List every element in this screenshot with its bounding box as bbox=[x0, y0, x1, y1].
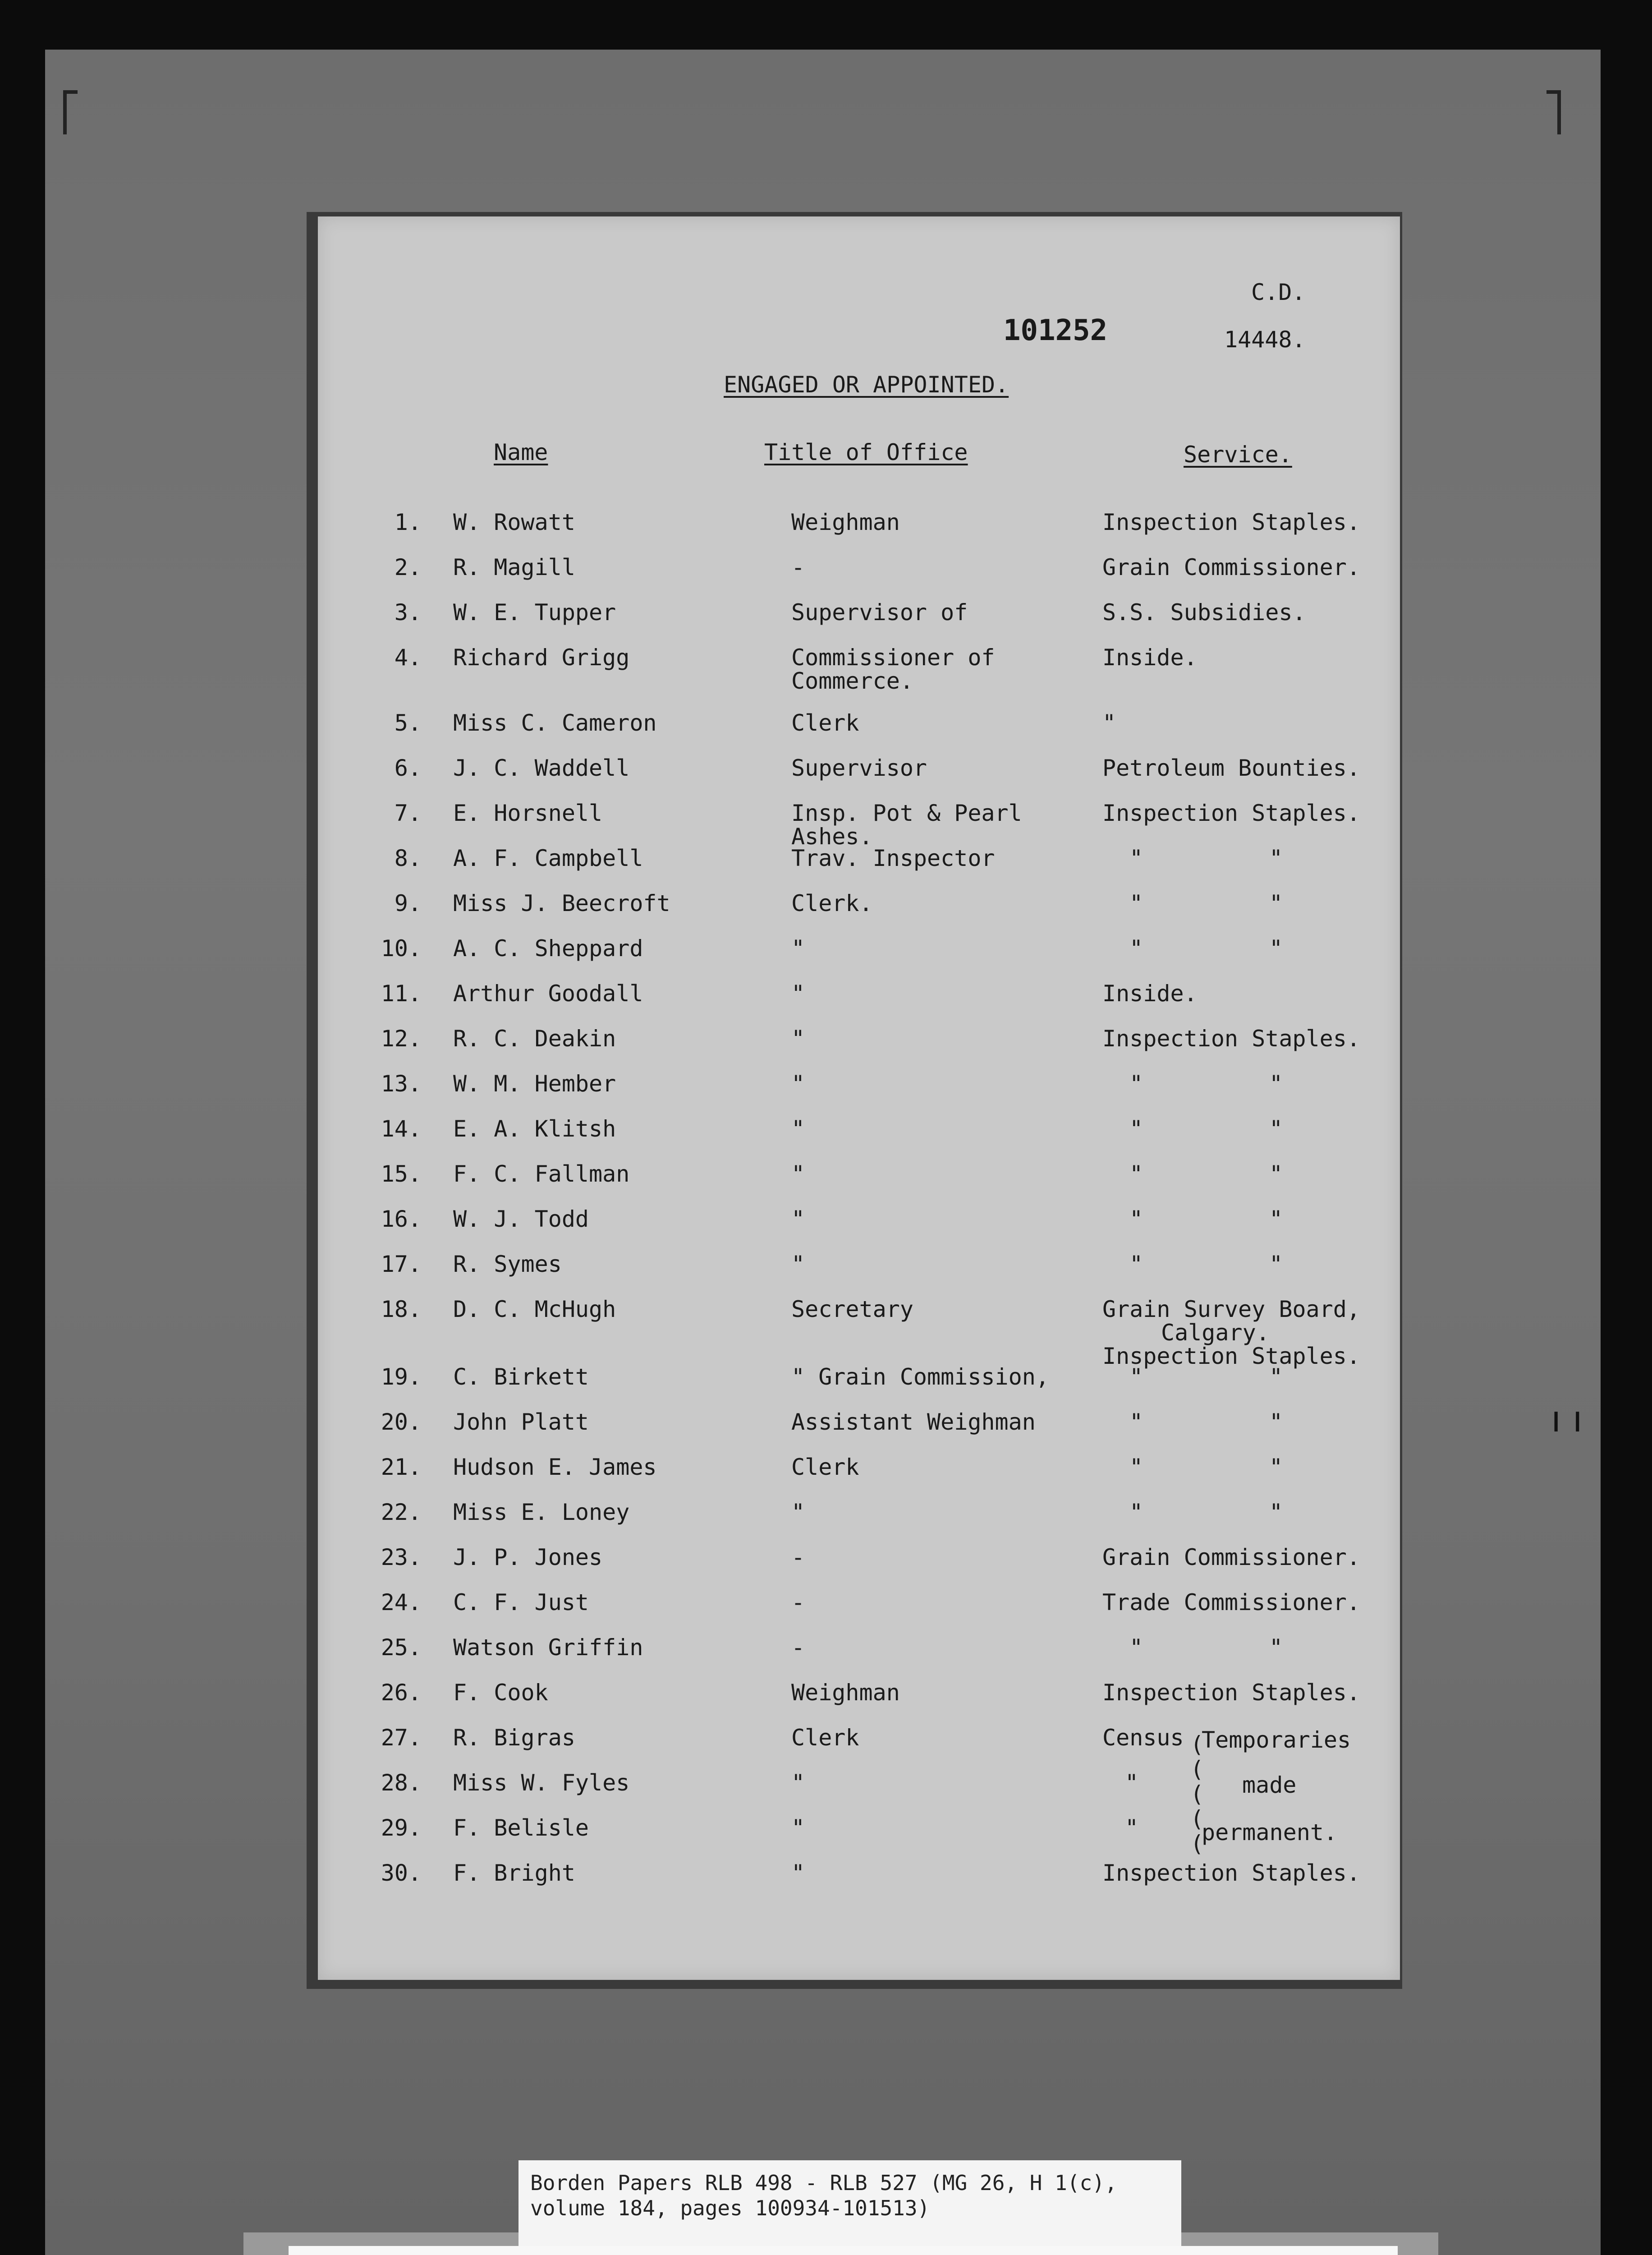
entry-service-ditto: " bbox=[1269, 1116, 1283, 1142]
entry-row bbox=[318, 1500, 1400, 1545]
entry-service: Inspection Staples. bbox=[1102, 509, 1360, 535]
brace-note-line: made bbox=[1242, 1772, 1297, 1798]
entry-service-ditto: " bbox=[1269, 1206, 1283, 1232]
entry-number: 1. bbox=[394, 509, 422, 535]
entry-name: R. Symes bbox=[453, 1251, 562, 1277]
entry-service-ditto: " bbox=[1129, 845, 1143, 871]
entry-service-ditto: " bbox=[1269, 1634, 1283, 1661]
entry-name: Hudson E. James bbox=[453, 1454, 657, 1480]
entry-service-ditto: " bbox=[1269, 845, 1283, 871]
entry-number: 19. bbox=[381, 1364, 422, 1390]
entry-name: W. E. Tupper bbox=[453, 599, 616, 626]
entry-service-ditto: " bbox=[1129, 1161, 1143, 1187]
entry-name: Miss C. Cameron bbox=[453, 710, 657, 736]
entry-name: R. Magill bbox=[453, 554, 575, 580]
entry-service-ditto: " bbox=[1269, 1364, 1283, 1390]
entry-row bbox=[318, 800, 1400, 850]
entry-service: Inside. bbox=[1102, 980, 1198, 1007]
reference-label bbox=[519, 2160, 1181, 2250]
entry-service-ditto: " bbox=[1129, 1454, 1143, 1480]
entry-name: A. F. Campbell bbox=[453, 845, 643, 871]
entry-row bbox=[318, 510, 1400, 555]
entry-row bbox=[318, 846, 1400, 891]
entry-service: S.S. Subsidies. bbox=[1102, 599, 1306, 626]
entry-name: E. Horsnell bbox=[453, 800, 603, 826]
brace-glyph: ( bbox=[1190, 1731, 1204, 1758]
entry-service-ditto: " bbox=[1269, 935, 1283, 962]
entry-name: F. Cook bbox=[453, 1680, 548, 1706]
brace-note-line: Temporaries bbox=[1202, 1727, 1351, 1753]
entry-name: Richard Grigg bbox=[453, 644, 630, 671]
brace-note-line: permanent. bbox=[1202, 1819, 1338, 1845]
entry-service: Inside. bbox=[1102, 644, 1198, 671]
entry-row bbox=[318, 1545, 1400, 1590]
entry-name: F. Belisle bbox=[453, 1815, 589, 1841]
entry-service-ditto: " bbox=[1269, 1454, 1283, 1480]
entry-number: 2. bbox=[394, 554, 422, 580]
entry-row bbox=[318, 1116, 1400, 1161]
entry-title-cont: Commerce. bbox=[791, 668, 913, 694]
entry-service: Inspection Staples. bbox=[1102, 1860, 1360, 1886]
entry-service-ditto: " bbox=[1269, 1071, 1283, 1097]
entry-name: Watson Griffin bbox=[453, 1634, 643, 1661]
entry-row bbox=[318, 1296, 1400, 1369]
entry-title: " bbox=[791, 1251, 805, 1277]
entry-number: 12. bbox=[381, 1026, 422, 1052]
entry-name: C. F. Just bbox=[453, 1589, 589, 1615]
reference-label-line: Borden Papers RLB 498 - RLB 527 (MG 26, H 1(c), bbox=[530, 2171, 1117, 2195]
entry-row bbox=[318, 644, 1400, 694]
column-header-title: Title of Office bbox=[764, 439, 968, 465]
entry-row bbox=[318, 600, 1400, 645]
entry-row bbox=[318, 755, 1400, 801]
entry-number: 27. bbox=[381, 1725, 422, 1751]
entry-service-ditto: " bbox=[1129, 1634, 1143, 1661]
entry-row bbox=[318, 1071, 1400, 1116]
entry-row bbox=[318, 1770, 1400, 1815]
entry-row bbox=[318, 1680, 1400, 1725]
entry-name: J. P. Jones bbox=[453, 1544, 603, 1570]
entry-title: Assistant Weighman bbox=[791, 1409, 1036, 1435]
entry-title: - bbox=[791, 1589, 805, 1615]
entry-row bbox=[318, 1409, 1400, 1454]
entry-service-ditto: " bbox=[1129, 1364, 1143, 1390]
entry-service: Inspection Staples. bbox=[1102, 1026, 1360, 1052]
entry-title: - bbox=[791, 1634, 805, 1661]
entry-name: John Platt bbox=[453, 1409, 589, 1435]
entry-service-ditto: " bbox=[1129, 890, 1143, 916]
entry-row bbox=[318, 1026, 1400, 1071]
entry-service: Inspection Staples. bbox=[1102, 1680, 1360, 1706]
entry-row bbox=[318, 1161, 1400, 1206]
entry-name: A. C. Sheppard bbox=[453, 935, 643, 962]
entry-title: " bbox=[791, 1116, 805, 1142]
entry-service-ditto: " bbox=[1269, 1409, 1283, 1435]
entry-title: " bbox=[791, 1815, 805, 1841]
entry-title: " Grain Commission, bbox=[791, 1364, 1049, 1390]
entry-number: 7. bbox=[394, 800, 422, 826]
entry-name: R. Bigras bbox=[453, 1725, 575, 1751]
file-number: 14448. bbox=[1224, 327, 1306, 353]
entry-service-cont: Calgary. bbox=[1161, 1320, 1270, 1346]
entry-number: 14. bbox=[381, 1116, 422, 1142]
entry-name: F. C. Fallman bbox=[453, 1161, 630, 1187]
entry-service: Grain Survey Board, bbox=[1102, 1296, 1360, 1322]
entry-number: 10. bbox=[381, 935, 422, 962]
entry-name: W. Rowatt bbox=[453, 509, 575, 535]
entry-service: Trade Commissioner. bbox=[1102, 1589, 1360, 1615]
entry-service: " bbox=[1125, 1770, 1139, 1796]
entry-title: Trav. Inspector bbox=[791, 845, 995, 871]
entry-row bbox=[318, 1860, 1400, 1905]
entry-title: Commissioner of bbox=[791, 644, 995, 671]
entry-number: 24. bbox=[381, 1589, 422, 1615]
entry-service-ditto: " bbox=[1129, 1116, 1143, 1142]
entry-number: 15. bbox=[381, 1161, 422, 1187]
entry-number: 26. bbox=[381, 1680, 422, 1706]
entry-title: " bbox=[791, 1206, 805, 1232]
entry-service: " bbox=[1102, 710, 1116, 736]
frame-corner-mark bbox=[1546, 90, 1561, 134]
entry-service: Petroleum Bounties. bbox=[1102, 755, 1360, 781]
entry-row bbox=[318, 555, 1400, 600]
entry-name: Miss W. Fyles bbox=[453, 1770, 630, 1796]
entry-title: " bbox=[791, 935, 805, 962]
entry-number: 20. bbox=[381, 1409, 422, 1435]
entry-name: C. Birkett bbox=[453, 1364, 589, 1390]
entry-title: " bbox=[791, 1071, 805, 1097]
entry-number: 5. bbox=[394, 710, 422, 736]
entry-number: 17. bbox=[381, 1251, 422, 1277]
entry-number: 22. bbox=[381, 1499, 422, 1525]
entry-service-ditto: " bbox=[1269, 1161, 1283, 1187]
entry-title: " bbox=[791, 1026, 805, 1052]
entry-title-cont: Ashes. bbox=[791, 824, 873, 850]
entry-number: 4. bbox=[394, 644, 422, 671]
entry-row bbox=[318, 1635, 1400, 1680]
entry-name: W. J. Todd bbox=[453, 1206, 589, 1232]
entry-service-ditto: " bbox=[1129, 1206, 1143, 1232]
column-header-name: Name bbox=[494, 439, 548, 465]
entry-row bbox=[318, 891, 1400, 936]
entry-name: Miss E. Loney bbox=[453, 1499, 630, 1525]
page-stamp: 101252 bbox=[1003, 314, 1108, 347]
entry-title: Weighman bbox=[791, 1680, 900, 1706]
entry-service-ditto: " bbox=[1129, 935, 1143, 962]
column-header-service: Service. bbox=[1184, 442, 1292, 468]
entry-service-cont: Inspection Staples. bbox=[1102, 1343, 1360, 1369]
entry-name: Arthur Goodall bbox=[453, 980, 643, 1007]
entry-number: 11. bbox=[381, 980, 422, 1007]
entry-row bbox=[318, 936, 1400, 981]
entry-row bbox=[318, 1252, 1400, 1297]
entry-service-ditto: " bbox=[1129, 1499, 1143, 1525]
entry-title: " bbox=[791, 980, 805, 1007]
entry-service: Inspection Staples. bbox=[1102, 800, 1360, 826]
entry-number: 6. bbox=[394, 755, 422, 781]
entry-title: Insp. Pot & Pearl bbox=[791, 800, 1022, 826]
entry-service: Grain Commissioner. bbox=[1102, 554, 1360, 580]
entry-title: Secretary bbox=[791, 1296, 913, 1322]
entry-number: 9. bbox=[394, 890, 422, 916]
entry-service-ditto: " bbox=[1129, 1409, 1143, 1435]
entry-service: " bbox=[1125, 1815, 1139, 1841]
entry-service-ditto: " bbox=[1269, 1251, 1283, 1277]
film-scratch-marks: ı ı bbox=[1551, 1398, 1583, 1440]
entry-row bbox=[318, 981, 1400, 1026]
entry-name: Miss J. Beecroft bbox=[453, 890, 670, 916]
entry-row bbox=[318, 1206, 1400, 1252]
entry-title: " bbox=[791, 1499, 805, 1525]
entry-title: Supervisor of bbox=[791, 599, 968, 626]
entry-title: Weighman bbox=[791, 509, 900, 535]
entry-title: - bbox=[791, 1544, 805, 1570]
entry-name: D. C. McHugh bbox=[453, 1296, 616, 1322]
reference-label-line: volume 184, pages 100934-101513) bbox=[530, 2196, 930, 2220]
entry-name: F. Bright bbox=[453, 1860, 575, 1886]
entry-title: Clerk bbox=[791, 1725, 859, 1751]
archives-card bbox=[289, 2246, 1398, 2255]
entry-service-ditto: " bbox=[1269, 1499, 1283, 1525]
entry-name: J. C. Waddell bbox=[453, 755, 630, 781]
entry-number: 25. bbox=[381, 1634, 422, 1661]
entry-service-ditto: " bbox=[1269, 890, 1283, 916]
entry-number: 3. bbox=[394, 599, 422, 626]
entry-title: " bbox=[791, 1860, 805, 1886]
entry-number: 23. bbox=[381, 1544, 422, 1570]
entry-title: Clerk bbox=[791, 710, 859, 736]
brace-glyph: ( bbox=[1190, 1806, 1204, 1832]
entry-title: " bbox=[791, 1770, 805, 1796]
entry-number: 30. bbox=[381, 1860, 422, 1886]
entry-number: 29. bbox=[381, 1815, 422, 1841]
document-sheet bbox=[318, 216, 1400, 1980]
brace-glyph: ( bbox=[1190, 1756, 1204, 1782]
entry-row bbox=[318, 1590, 1400, 1635]
entry-number: 13. bbox=[381, 1071, 422, 1097]
frame-corner-mark bbox=[63, 90, 78, 134]
entry-title: - bbox=[791, 554, 805, 580]
entry-title: Clerk bbox=[791, 1454, 859, 1480]
entry-service-ditto: " bbox=[1129, 1251, 1143, 1277]
entry-number: 16. bbox=[381, 1206, 422, 1232]
code-label: C.D. bbox=[1251, 279, 1306, 305]
entry-number: 28. bbox=[381, 1770, 422, 1796]
entry-number: 18. bbox=[381, 1296, 422, 1322]
entry-service: Census bbox=[1102, 1725, 1184, 1751]
entry-number: 8. bbox=[394, 845, 422, 871]
entry-name: W. M. Hember bbox=[453, 1071, 616, 1097]
brace-glyph: ( bbox=[1190, 1781, 1204, 1807]
entry-title: Supervisor bbox=[791, 755, 927, 781]
page-heading: ENGAGED OR APPOINTED. bbox=[724, 372, 1009, 398]
entry-row bbox=[318, 1454, 1400, 1500]
entry-row bbox=[318, 710, 1400, 755]
entry-title: " bbox=[791, 1161, 805, 1187]
entry-title: Clerk. bbox=[791, 890, 873, 916]
entry-name: R. C. Deakin bbox=[453, 1026, 616, 1052]
entry-service: Grain Commissioner. bbox=[1102, 1544, 1360, 1570]
brace-glyph: ( bbox=[1190, 1831, 1204, 1857]
entry-number: 21. bbox=[381, 1454, 422, 1480]
entry-row bbox=[318, 1364, 1400, 1409]
entry-name: E. A. Klitsh bbox=[453, 1116, 616, 1142]
entry-service-ditto: " bbox=[1129, 1071, 1143, 1097]
